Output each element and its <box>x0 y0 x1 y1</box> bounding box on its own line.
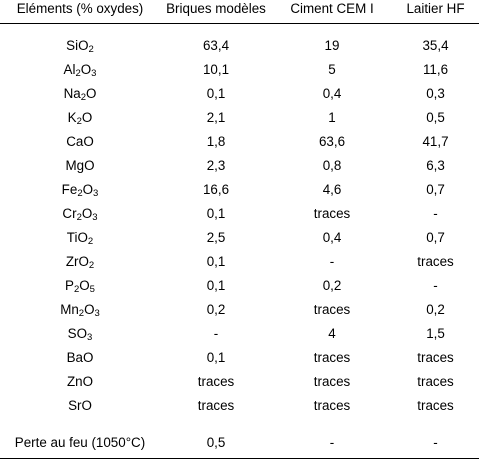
table-row <box>0 202 479 226</box>
value-cell: traces <box>313 350 351 365</box>
oxide-subscript: 2 <box>80 92 86 103</box>
value-cell: 2,5 <box>206 230 226 245</box>
value-cell: 2,3 <box>206 158 226 173</box>
value-cell: 63,6 <box>318 134 346 149</box>
oxide-subscript: 3 <box>87 332 93 343</box>
oxide-symbol: Cr <box>62 206 77 221</box>
oxide-subscript: 3 <box>92 212 98 223</box>
value-cell: traces <box>313 398 351 413</box>
oxide-symbol: Na <box>63 86 81 101</box>
table-row <box>0 346 479 370</box>
oxide-name-cell <box>0 226 160 250</box>
value-cell: 1,5 <box>426 326 445 341</box>
oxide-name-cell <box>0 34 160 58</box>
oxide-subscript: 2 <box>76 212 82 223</box>
value-cell: 0,4 <box>322 86 342 101</box>
oxide-subscript: 2 <box>75 68 81 79</box>
oxide-subscript: 2 <box>88 260 95 271</box>
oxide-name-cell <box>0 202 160 226</box>
oxide-symbol: Si <box>66 38 79 53</box>
oxide-subscript: 2 <box>76 116 82 127</box>
oxide-name-cell <box>0 274 160 298</box>
oxide-name-cell <box>0 178 160 202</box>
value-cell: - <box>329 254 335 269</box>
value-cell: 35,4 <box>422 38 449 53</box>
spacer-row <box>0 24 479 35</box>
table-row <box>0 34 479 58</box>
value-cell: - <box>392 428 479 459</box>
value-cell: - <box>433 278 438 293</box>
value-cell: traces <box>417 398 454 413</box>
value-cell: 0,7 <box>426 230 445 245</box>
value-cell: 0,1 <box>206 278 226 293</box>
oxide-name-cell <box>0 58 160 82</box>
oxide-symbol: S <box>67 326 77 341</box>
value-cell: traces <box>417 374 454 389</box>
oxide-name-cell <box>0 346 160 370</box>
value-cell: 41,7 <box>422 134 449 149</box>
loss-on-ignition-label: Perte au feu (1050°C) <box>0 428 160 459</box>
table-row <box>0 274 479 298</box>
oxide-symbol: BaO <box>66 350 94 365</box>
oxide-subscript: 3 <box>93 188 99 199</box>
oxide-subscript: 2 <box>73 284 80 295</box>
oxide-name-cell <box>0 394 160 418</box>
oxide-name-cell <box>0 250 160 274</box>
value-cell: 0,8 <box>322 158 342 173</box>
table-row <box>0 178 479 202</box>
spacer-row <box>0 418 479 428</box>
oxide-name-cell <box>0 130 160 154</box>
value-cell: traces <box>197 374 235 389</box>
value-cell: traces <box>313 302 351 317</box>
table-row <box>0 106 479 130</box>
oxide-symbol: O <box>81 206 93 221</box>
table-row <box>0 250 479 274</box>
value-cell: 0,2 <box>322 278 342 293</box>
table-row <box>0 226 479 250</box>
value-cell: - <box>213 326 219 341</box>
value-cell: 63,4 <box>202 38 230 53</box>
value-cell: 0,1 <box>206 350 226 365</box>
oxide-symbol: O <box>86 86 97 101</box>
oxide-symbol: MgO <box>65 158 95 173</box>
oxide-symbol: O <box>79 278 90 293</box>
oxide-name-cell <box>0 322 160 346</box>
oxide-symbol: O <box>77 230 88 245</box>
oxide-symbol: O <box>81 110 93 125</box>
value-cell: traces <box>313 374 351 389</box>
oxide-symbol: O <box>78 38 89 53</box>
value-cell: - <box>272 428 392 459</box>
oxide-name-cell <box>0 154 160 178</box>
value-cell: 0,5 <box>160 428 272 459</box>
value-cell: 0,4 <box>322 230 342 245</box>
table-row <box>0 58 479 82</box>
oxide-symbol: Al <box>63 62 76 77</box>
oxide-subscript: 2 <box>78 308 85 319</box>
oxide-symbol: Zr <box>65 254 79 269</box>
oxide-symbol: O <box>78 254 89 269</box>
oxide-symbol: Ti <box>66 230 78 245</box>
value-cell: 1,8 <box>206 134 226 149</box>
oxide-symbol: O <box>80 62 92 77</box>
value-cell: - <box>433 206 438 221</box>
value-cell: 19 <box>324 38 340 53</box>
value-cell: 0,7 <box>426 182 445 197</box>
oxide-name-cell <box>0 298 160 322</box>
value-cell: traces <box>417 350 454 365</box>
value-cell: 0,1 <box>206 86 226 101</box>
oxide-symbol: ZnO <box>66 374 94 389</box>
value-cell: 0,1 <box>206 206 226 221</box>
value-cell: 0,5 <box>426 110 445 125</box>
value-cell: 2,1 <box>206 110 226 125</box>
value-cell: 0,2 <box>426 302 445 317</box>
oxide-symbol: O <box>84 302 95 317</box>
header-elements: Eléments (% oxydes) <box>0 0 160 24</box>
oxide-symbol: O <box>82 182 94 197</box>
oxide-subscript: 2 <box>77 188 83 199</box>
value-cell: traces <box>313 206 351 221</box>
value-cell: 0,2 <box>206 302 226 317</box>
value-cell: 5 <box>328 62 336 77</box>
value-cell: 11,6 <box>422 62 449 77</box>
oxide-symbol: Fe <box>61 182 78 197</box>
oxide-symbol: O <box>76 326 88 341</box>
value-cell: 4,6 <box>322 182 342 197</box>
value-cell: 16,6 <box>202 182 230 197</box>
value-cell: 4 <box>328 326 336 341</box>
header-row <box>0 0 479 24</box>
value-cell: 1 <box>328 110 336 125</box>
table-body <box>0 24 479 459</box>
oxide-subscript: 3 <box>94 308 100 319</box>
header-briques-modeles: Briques modèles <box>160 0 272 24</box>
oxide-name-cell <box>0 370 160 394</box>
value-cell: traces <box>197 398 235 413</box>
oxide-subscript: 5 <box>89 284 95 295</box>
oxide-subscript: 2 <box>88 44 94 55</box>
header-laitier-hf: Laitier HF <box>392 0 479 24</box>
value-cell: 0,1 <box>206 254 226 269</box>
oxide-symbol: K <box>67 110 77 125</box>
value-cell: 10,1 <box>202 62 230 77</box>
oxide-symbol: SrO <box>68 398 92 413</box>
value-cell: 6,3 <box>426 158 445 173</box>
value-cell: traces <box>417 254 454 269</box>
oxide-subscript: 2 <box>87 236 94 247</box>
table-row <box>0 130 479 154</box>
table-row <box>0 154 479 178</box>
table-row <box>0 322 479 346</box>
table-row <box>0 394 479 418</box>
table-row <box>0 370 479 394</box>
loss-on-ignition-row <box>0 428 479 459</box>
oxide-name-cell <box>0 106 160 130</box>
oxide-name-cell <box>0 82 160 106</box>
value-cell: 0,3 <box>426 86 445 101</box>
oxide-symbol: CaO <box>66 134 94 149</box>
oxide-symbol: P <box>65 278 74 293</box>
header-ciment-cem-i: Ciment CEM I <box>272 0 392 24</box>
table-row <box>0 298 479 322</box>
oxide-symbol: Mn <box>60 302 79 317</box>
oxide-subscript: 3 <box>91 68 97 79</box>
table-row <box>0 82 479 106</box>
